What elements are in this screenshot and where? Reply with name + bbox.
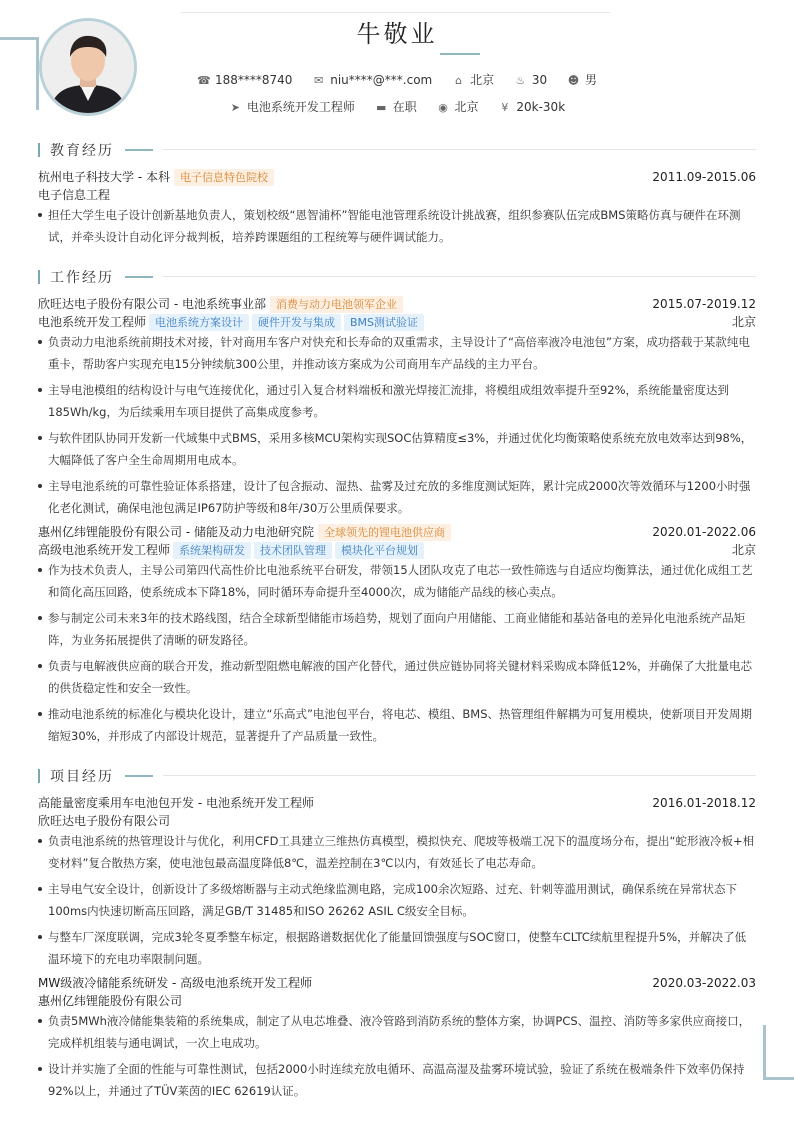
contact-email: ✉ niu****@***.com xyxy=(314,73,433,87)
project-dates: 2016.01-2018.12 xyxy=(652,796,756,810)
project-name: MW级液冷储能系统研发 - 高级电池系统开发工程师 xyxy=(38,976,313,990)
company-name: 欣旺达电子股份有限公司 - 电池系统事业部 xyxy=(38,297,266,311)
section-work xyxy=(38,267,756,287)
job-title: 高级电池系统开发工程师 xyxy=(38,543,171,557)
company-tag: 全球领先的锂电池供应商 xyxy=(318,524,451,541)
project-name: 高能量密度乘用车电池包开发 - 电池系统开发工程师 xyxy=(38,796,314,810)
project-1-header xyxy=(38,794,756,812)
section-education xyxy=(38,140,756,160)
contact-home: ⌂ 北京 xyxy=(452,71,494,88)
contact-age: ♨ 30 xyxy=(515,73,548,87)
project-2-org: 惠州亿纬锂能股份有限公司 xyxy=(38,994,183,1008)
education-dates: 2011.09-2015.06 xyxy=(652,170,756,184)
list-item: 主导电池系统的可靠性验证体系搭建，设计了包含振动、湿热、盐雾及过充放的多维度测试矩阵，累计完成2000次等效循环与1200小时强化老化测试，确保电池包满足IP67防护等级和8年/30万公里质保要求。 xyxy=(38,475,756,519)
list-item: 与软件团队协同开发新一代域集中式BMS，采用多核MCU架构实现SOC估算精度≤3%，并通过优化均衡策略使系统充放电效率达到98%，大幅降低了客户全生命周期用电成本。 xyxy=(38,427,756,471)
education-bullets xyxy=(38,204,756,252)
job-city: ◉ 北京 xyxy=(438,100,479,114)
section-projects xyxy=(38,766,756,786)
salary-icon: ¥ xyxy=(501,101,509,114)
corner-decoration-bottom-right xyxy=(763,1025,794,1080)
project-1-org: 欣旺达电子股份有限公司 xyxy=(38,814,171,828)
job-salary: ¥ 20k-30k xyxy=(498,100,565,114)
work-city: 北京 xyxy=(731,315,756,329)
phone-icon: ☎ xyxy=(196,74,211,87)
work-city: 北京 xyxy=(731,543,756,557)
work-1-role xyxy=(38,313,756,331)
job-title: 电池系统开发工程师 xyxy=(38,315,147,329)
work-2-role xyxy=(38,541,756,559)
work-2-bullets xyxy=(38,559,756,751)
list-item: 负责5MWh液冷储能集装箱的系统集成，制定了从电芯堆叠、液冷管路到消防系统的整体方案，协调PCS、温控、消防等多家供应商接口，完成样机组装与通电调试，一次上电成功。 xyxy=(38,1010,756,1054)
project-2-header xyxy=(38,974,756,992)
work-dates: 2015.07-2019.12 xyxy=(652,297,756,311)
job-status: ▬ 在职 xyxy=(375,100,417,114)
section-title: 工作经历 xyxy=(50,270,114,286)
skill-tag: 电池系统方案设计 xyxy=(149,314,249,331)
name-underline xyxy=(440,53,480,55)
gender-icon: ☻ xyxy=(567,74,580,87)
project-dates: 2020.03-2022.03 xyxy=(652,976,756,990)
work-1-header xyxy=(38,295,756,313)
contact-row xyxy=(0,71,794,88)
job-target: ➤ 电池系统开发工程师 xyxy=(230,100,355,114)
list-item: 设计并实施了全面的性能与可靠性测试，包括2000小时连续充放电循环、高温高湿及盐雾环境试验，验证了系统在极端条件下效率仍保持92%以上，并通过了TÜV莱茵的IEC 62619认证。 xyxy=(38,1058,756,1102)
skill-tag: 模块化平台规划 xyxy=(335,542,424,559)
work-2-header xyxy=(38,523,756,541)
list-item: 负责电池系统的热管理设计与优化，利用CFD工具建立三维热仿真模型，模拟快充、爬坡等极端工况下的温度场分布，提出“蛇形液冷板+相变材料”复合散热方案，使电池包最高温度降低8℃，温差控制在3℃以内，有效延长了电芯寿命。 xyxy=(38,830,756,874)
list-item: 负责动力电池系统前期技术对接，针对商用车客户对快充和长寿命的双重需求，主导设计了“高倍率液冷电池包”方案，成功搭载于某款纯电重卡，帮助客户实现充电15分钟续航300公里，并推动该方案成为公司商用车产品线的主力平台。 xyxy=(38,331,756,375)
section-title: 教育经历 xyxy=(50,143,114,159)
education-header xyxy=(38,168,756,186)
school-name: 杭州电子科技大学 - 本科 xyxy=(38,170,170,184)
skill-tag: 系统架构研发 xyxy=(173,542,251,559)
company-tag: 消费与动力电池领军企业 xyxy=(270,296,403,313)
education-major: 电子信息工程 xyxy=(38,188,111,202)
work-1-bullets xyxy=(38,331,756,523)
list-item: 推动电池系统的标准化与模块化设计，建立“乐高式”电池包平台，将电芯、模组、BMS、热管理组件解耦为可复用模块，使新项目开发周期缩短30%，并形成了内部设计规范，显著提升了产品质量一致性。 xyxy=(38,703,756,747)
list-item: 负责与电解液供应商的联合开发，推动新型阻燃电解液的国产化替代，通过供应链协同将关键材料采购成本降低12%，并确保了大批量电芯的供货稳定性和安全一致性。 xyxy=(38,655,756,699)
home-icon: ⌂ xyxy=(455,74,463,87)
list-item: 作为技术负责人，主导公司第四代高性价比电池系统平台研发，带领15人团队攻克了电芯一致性筛选与自适应均衡算法，通过优化成组工艺和简化高压回路，使系统成本下降18%，同时循环寿命提升至4000次，成为储能产品线的核心卖点。 xyxy=(38,559,756,603)
list-item: 主导电气安全设计，创新设计了多级熔断器与主动式绝缘监测电路，完成100余次短路、过充、针刺等滥用测试，确保系统在异常状态下100ms内快速切断高压回路，满足GB/T 31485和ISO 26262 ASIL C级安全目标。 xyxy=(38,878,756,922)
email-icon: ✉ xyxy=(314,74,324,87)
contact-phone: ☎ 188****8740 xyxy=(196,73,293,87)
project-2-bullets xyxy=(38,1010,756,1106)
skill-tag: BMS测试验证 xyxy=(344,314,424,331)
list-item: 担任大学生电子设计创新基地负责人，策划校级“恩智浦杯”智能电池管理系统设计挑战赛，组织参赛队伍完成BMS策略仿真与硬件在环测试，并牵头设计自动化评分裁判板，培养跨课题组的工程统筹与硬件调试能力。 xyxy=(38,204,756,248)
project-1-bullets xyxy=(38,830,756,974)
location-icon: ◉ xyxy=(438,101,448,114)
work-dates: 2020.01-2022.06 xyxy=(652,525,756,539)
candidate-name: 牛敬业 xyxy=(356,20,438,48)
contact-gender: ☻ 男 xyxy=(567,73,598,87)
list-item: 与整车厂深度联调，完成3轮冬夏季整车标定，根据路谱数据优化了能量回馈强度与SOC窗口，使整车CLTC续航里程提升5%，并解决了低温环境下的充电功率限制问题。 xyxy=(38,926,756,970)
top-decor-line xyxy=(180,12,610,13)
list-item: 主导电池模组的结构设计与电气连接优化，通过引入复合材料端板和激光焊接汇流排，将模组成组效率提升至92%，系统能量密度达到185Wh/kg，为后续乘用车项目提供了高集成度参考。 xyxy=(38,379,756,423)
job-intent-row xyxy=(0,98,794,115)
skill-tag: 硬件开发与集成 xyxy=(252,314,341,331)
send-icon: ➤ xyxy=(230,101,240,114)
skill-tag: 技术团队管理 xyxy=(254,542,332,559)
cake-icon: ♨ xyxy=(515,74,526,87)
briefcase-icon: ▬ xyxy=(375,101,387,114)
school-tag: 电子信息特色院校 xyxy=(174,169,274,186)
section-title: 项目经历 xyxy=(50,769,114,785)
list-item: 参与制定公司未来3年的技术路线图，结合全球新型储能市场趋势，规划了面向户用储能、工商业储能和基站备电的差异化电池系统产品矩阵，为业务拓展提供了清晰的研发路径。 xyxy=(38,607,756,651)
company-name: 惠州亿纬锂能股份有限公司 - 储能及动力电池研究院 xyxy=(38,525,314,539)
